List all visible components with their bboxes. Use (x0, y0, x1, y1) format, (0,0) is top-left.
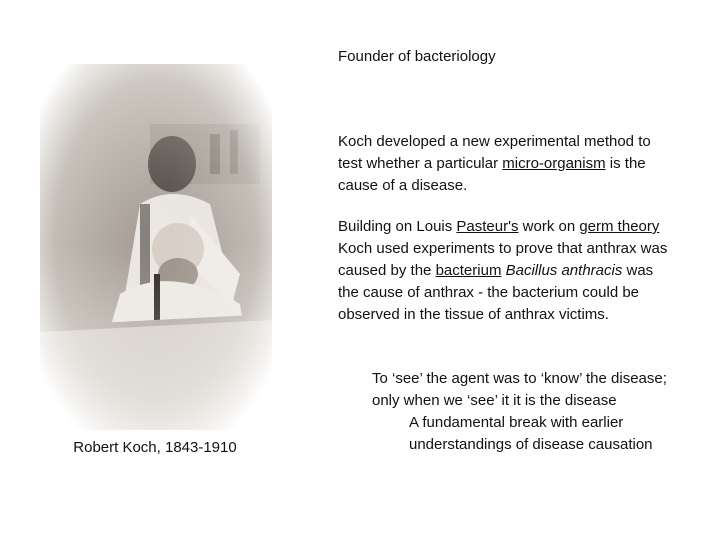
pasteur-link[interactable]: Pasteur's (456, 218, 519, 235)
paragraph-koch-method (338, 131, 668, 197)
paragraph2-text-4: was the cause of anthrax - the bacterium could be observed in the tissue of anthrax victims. (338, 262, 654, 323)
paragraph2-text-3: Koch used experiments to prove that anthrax was caused by the (338, 240, 668, 279)
paragraph1-text-end: is the cause of a disease. (338, 155, 646, 194)
photo-caption: Robert Koch, 1843-1910 (73, 439, 237, 456)
paragraph2-text: Building on Louis (338, 218, 457, 235)
paragraph3-indented: A fundamental break with earlier understandings of disease causation (409, 414, 653, 453)
paragraph2-text-2: work on (518, 218, 580, 235)
germ-theory-link[interactable]: germ theory (579, 218, 660, 235)
slide-title: Founder of bacteriology (338, 48, 496, 65)
bacillus-anthracis-name: Bacillus anthracis (505, 262, 623, 279)
paragraph1-text: Koch developed a new experimental method to test whether a particular (338, 133, 651, 172)
bacterium-link[interactable]: bacterium (435, 262, 502, 279)
photo-illustration (40, 64, 272, 430)
koch-photograph (40, 64, 272, 430)
paragraph-seeing-disease (372, 368, 672, 456)
paragraph-anthrax (338, 216, 668, 326)
paragraph3-line: To ‘see’ the agent was to ‘know’ the disease; only when we ‘see’ it it is the disease (372, 370, 667, 409)
micro-organism-link[interactable]: micro-organism (502, 155, 606, 172)
